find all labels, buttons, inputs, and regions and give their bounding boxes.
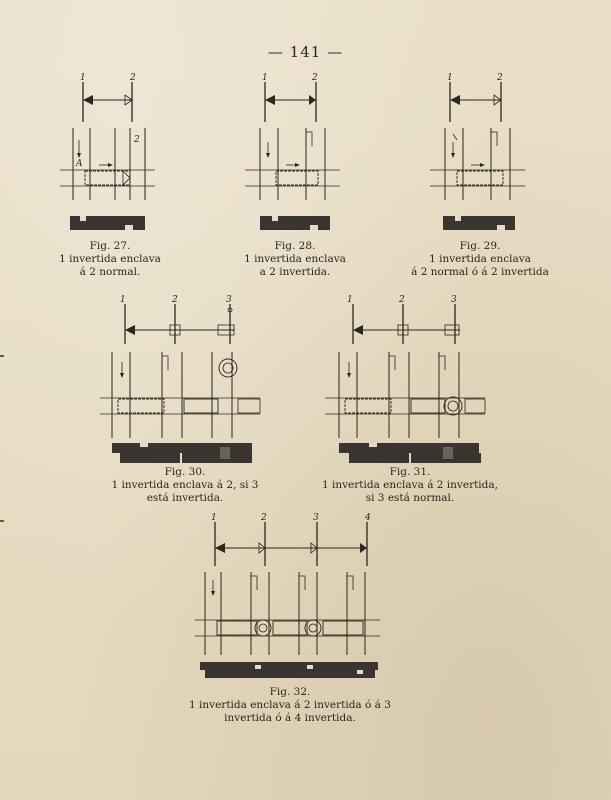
figure-label: Fig. 32.	[269, 686, 311, 698]
interlocking-diagram	[425, 70, 535, 240]
interlocking-diagram	[325, 290, 495, 470]
figure-29-diagram	[425, 70, 535, 240]
svg-text:2: 2	[134, 135, 140, 145]
lever-label: 2	[497, 73, 503, 83]
figure-30-diagram	[100, 290, 270, 470]
figure-label: Fig. 30.	[164, 466, 206, 478]
lever-label: 1	[211, 513, 217, 523]
interlocking-diagram	[195, 510, 385, 690]
figure-label: Fig. 31.	[389, 466, 431, 478]
interlocking-diagram	[100, 290, 270, 470]
figure-32-caption	[170, 686, 410, 725]
figure-description: 1 invertida enclava á 2 invertida, si 3 está normal.	[321, 479, 498, 504]
lever-label: 2	[399, 295, 405, 305]
lever-label: 1	[447, 73, 453, 83]
interlocking-diagram	[240, 70, 350, 240]
lever-label: 1	[120, 295, 126, 305]
figure-description: 1 invertida enclava á 2 normal.	[59, 253, 161, 278]
figure-31-diagram	[325, 290, 495, 470]
figure-27-diagram	[55, 70, 165, 240]
figure-label: Fig. 28.	[274, 240, 316, 252]
figure-description: 1 invertida enclava á 2, si 3 está invertida.	[111, 479, 259, 504]
lever-label: 2	[172, 295, 178, 305]
lever-label: 3	[451, 295, 457, 305]
binding-mark	[0, 355, 4, 357]
figure-label: Fig. 27.	[89, 240, 131, 252]
lever-label: 3	[226, 295, 232, 305]
figure-description: 1 invertida enclava a 2 invertida.	[244, 253, 346, 278]
figure-32-diagram	[195, 510, 385, 690]
binding-mark	[0, 520, 4, 522]
lever-label: 1	[262, 73, 268, 83]
figure-description: 1 invertida enclava á 2 invertida ó á 3 invertida ó á 4 invertida.	[189, 699, 391, 724]
figure-31-caption	[290, 466, 530, 505]
lever-label: 2	[130, 73, 136, 83]
figure-28-diagram	[240, 70, 350, 240]
lever-label: 4	[365, 513, 371, 523]
lever-label: 1	[80, 73, 86, 83]
page-number: — 141 —	[267, 43, 344, 61]
interlocking-diagram	[55, 70, 165, 240]
lever-label: 1	[347, 295, 353, 305]
figure-description: 1 invertida enclava á 2 normal ó á 2 invertida	[411, 253, 549, 278]
figure-label: Fig. 29.	[459, 240, 501, 252]
figure-30-caption	[65, 466, 305, 505]
svg-text:A: A	[76, 159, 83, 169]
figure-29-caption	[360, 240, 600, 279]
lever-label: 2	[261, 513, 267, 523]
lever-label: 2	[312, 73, 318, 83]
lever-label: 3	[313, 513, 319, 523]
